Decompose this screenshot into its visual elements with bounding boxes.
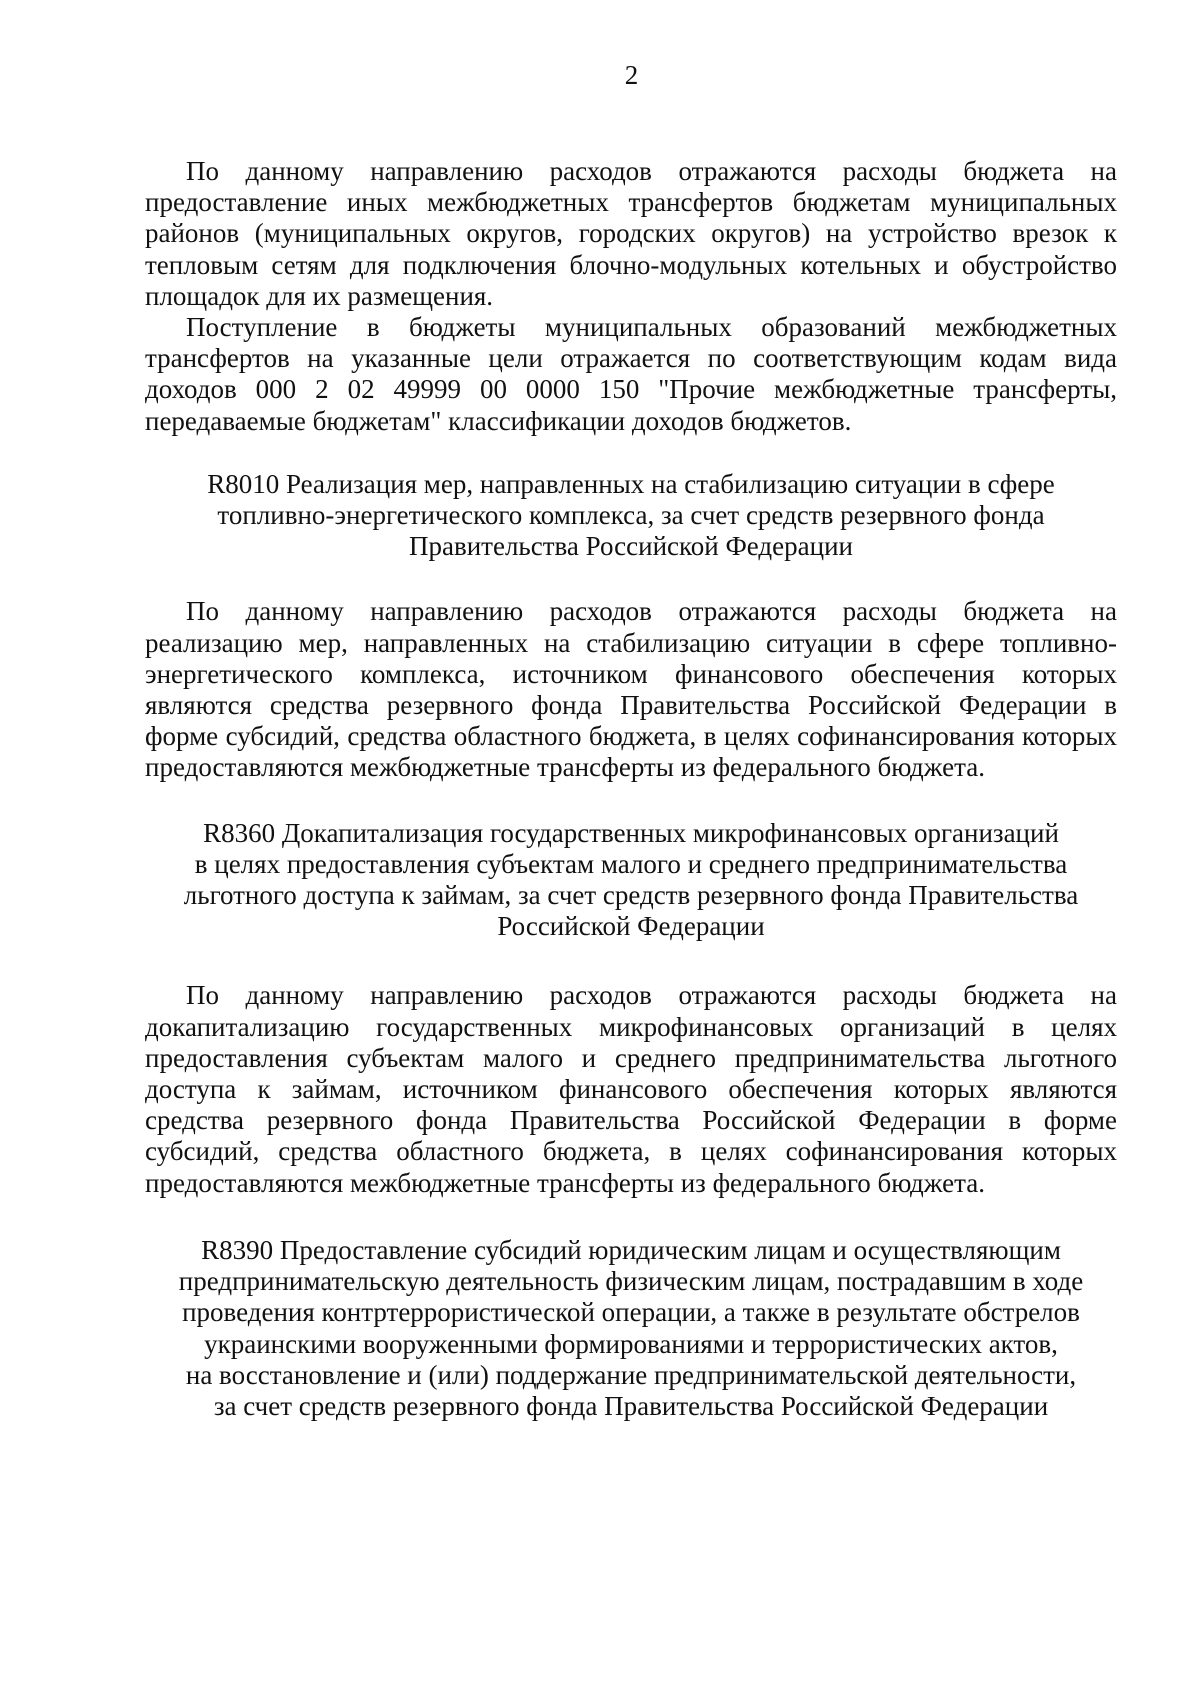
heading-line: Правительства Российской Федерации: [409, 531, 853, 562]
heading-line: в целях предоставления субъектам малого и среднего предпринимательства: [194, 848, 1068, 879]
heading-line: R8360 Докапитализация государственных микрофинансовых организаций: [203, 817, 1059, 848]
heading-line: предпринимательскую деятельность физическим лицам, пострадавшим в ходе: [178, 1266, 1084, 1297]
paragraph-r8010-description: По данному направлению расходов отражаются расходы бюджета на реализацию мер, направленных на стабилизацию ситуации в сфере топливно-энергетического комплекса, источником финансового обеспечения которых являются средства резервного фонда Правительства Российской Федерации в форме субсидий, средства областного бюджета, в целях софинансирования которых предоставляются межбюджетные трансферты из федерального бюджета.: [145, 596, 1117, 783]
heading-r8010: [145, 469, 1117, 563]
heading-r8390: [145, 1235, 1117, 1422]
heading-line: за счет средств резервного фонда Правительства Российской Федерации: [213, 1390, 1049, 1421]
paragraph-income-codes: Поступление в бюджеты муниципальных образований межбюджетных трансфертов на указанные цели отражается по соответствующим кодам вида доходов 000 2 02 49999 00 0000 150 "Прочие межбюджетные трансферты, передаваемые бюджетам" классификации доходов бюджетов.: [145, 312, 1117, 436]
heading-line: R8010 Реализация мер, направленных на стабилизацию ситуации в сфере: [207, 468, 1055, 499]
page-number: 2: [624, 60, 639, 90]
paragraph-interbudget-transfers: По данному направлению расходов отражаются расходы бюджета на предоставление иных межбюджетных трансфертов бюджетам муниципальных районов (муниципальных округов, городских округов) на устройство врезок к тепловым сетям для подключения блочно-модульных котельных и обустройство площадок для их размещения.: [145, 156, 1117, 311]
heading-line: льготного доступа к займам, за счет средств резервного фонда Правительства: [183, 880, 1079, 911]
heading-line: R8390 Предоставление субсидий юридическим лицам и осуществляющим: [201, 1234, 1061, 1265]
heading-line: Российской Федерации: [497, 911, 765, 942]
document-body: [145, 156, 1117, 1422]
paragraph-r8360-description: По данному направлению расходов отражаются расходы бюджета на докапитализацию государственных микрофинансовых организаций в целях предоставления субъектам малого и среднего предпринимательства льготного доступа к займам, источником финансового обеспечения которых являются средства резервного фонда Правительства Российской Федерации в форме субсидий, средства областного бюджета, в целях софинансирования которых предоставляются межбюджетные трансферты из федерального бюджета.: [145, 980, 1117, 1198]
heading-line: проведения контртеррористической операции, а также в результате обстрелов: [182, 1297, 1080, 1328]
heading-line: топливно-энергетического комплекса, за счет средств резервного фонда: [217, 500, 1045, 531]
heading-line: украинскими вооруженными формированиями и террористических актов,: [204, 1328, 1058, 1359]
heading-line: на восстановление и (или) поддержание предпринимательской деятельности,: [185, 1359, 1077, 1390]
heading-r8360: [145, 818, 1117, 943]
